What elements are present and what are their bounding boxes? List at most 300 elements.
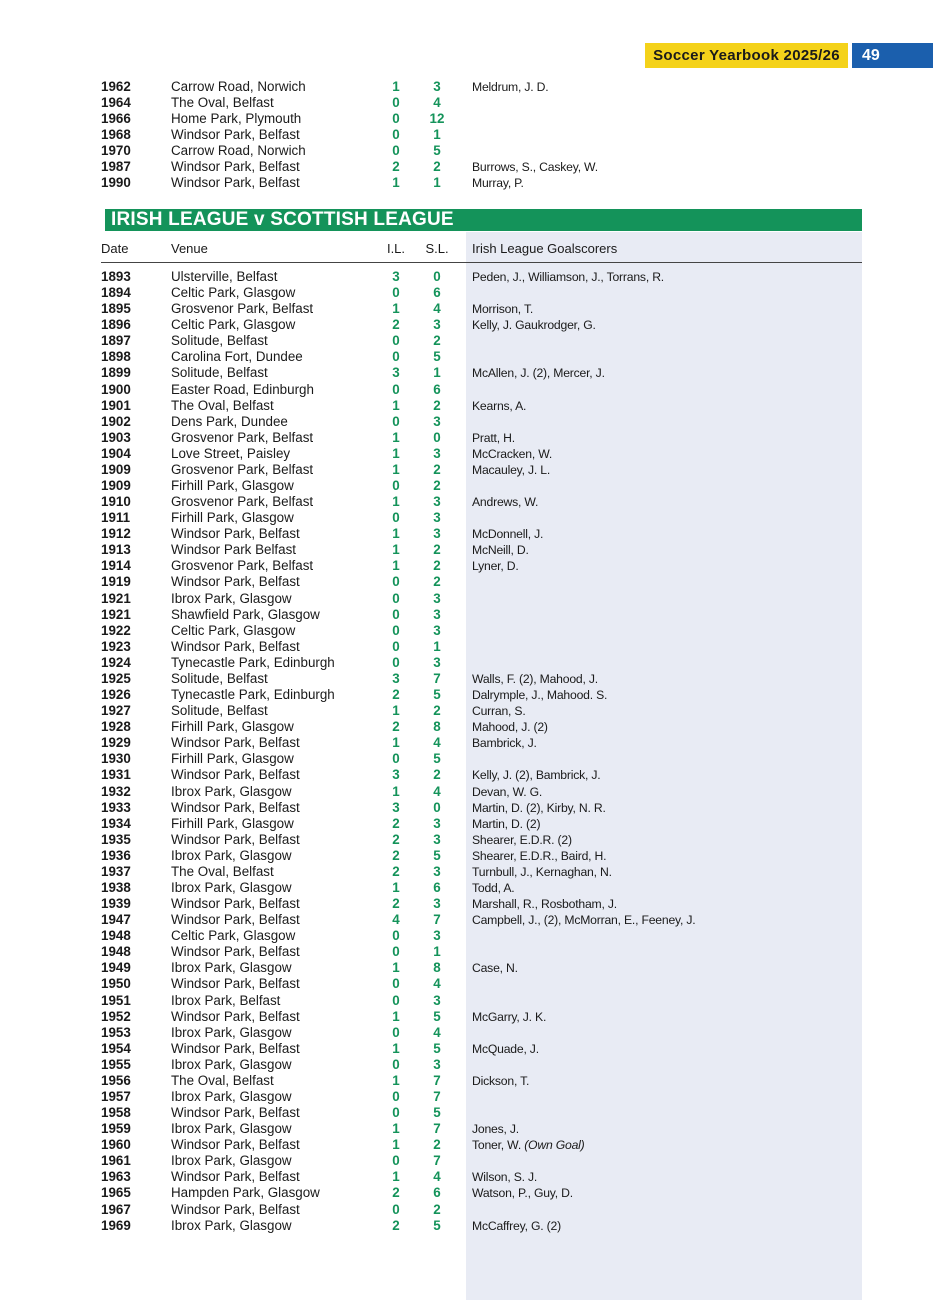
match-venue: Grosvenor Park, Belfast — [171, 429, 314, 445]
match-venue: Ibrox Park, Glasgow — [171, 1153, 292, 1169]
table-row — [0, 655, 933, 671]
match-venue: Grosvenor Park, Belfast — [171, 558, 314, 574]
scottish-league-score: 5 — [433, 687, 441, 703]
table-row — [0, 864, 933, 880]
scottish-league-score: 4 — [433, 95, 441, 111]
goalscorers: McDonnell, J. — [472, 527, 544, 542]
scottish-league-score: 6 — [433, 879, 441, 895]
scottish-league-score: 8 — [433, 960, 441, 976]
irish-league-score: 1 — [392, 79, 400, 94]
match-venue: Ibrox Park, Glasgow — [171, 1056, 292, 1072]
table-row — [0, 880, 933, 896]
goalscorers: Walls, F. (2), Mahood, J. — [472, 671, 598, 686]
match-year: 1954 — [101, 1040, 131, 1056]
goalscorers: Murray, P. — [472, 176, 524, 191]
scottish-league-score: 8 — [433, 719, 441, 735]
table-row — [0, 719, 933, 735]
match-venue: Grosvenor Park, Belfast — [171, 461, 314, 477]
table-row — [0, 111, 933, 127]
goalscorers: Wilson, S. J. — [472, 1170, 538, 1185]
irish-league-score: 0 — [392, 510, 400, 526]
table-row — [0, 333, 933, 349]
match-year: 1955 — [101, 1056, 131, 1072]
table-row — [0, 95, 933, 111]
irish-league-score: 2 — [392, 159, 400, 175]
match-venue: Ibrox Park, Glasgow — [171, 847, 292, 863]
irish-league-score: 0 — [392, 606, 400, 622]
table-row — [0, 1089, 933, 1105]
goalscorers: Macauley, J. L. — [472, 462, 551, 477]
irish-league-score: 1 — [392, 175, 400, 191]
goalscorers: McQuade, J. — [472, 1041, 539, 1056]
table-row — [0, 494, 933, 510]
match-venue: Celtic Park, Glasgow — [171, 317, 296, 333]
table-row — [0, 1202, 933, 1218]
match-year: 1970 — [101, 143, 131, 159]
table-row — [0, 671, 933, 687]
match-venue: Carolina Fort, Dundee — [171, 349, 303, 365]
match-year: 1909 — [101, 478, 131, 494]
irish-league-score: 1 — [392, 301, 400, 317]
match-year: 1911 — [101, 510, 131, 526]
match-year: 1947 — [101, 912, 131, 928]
irish-league-score: 0 — [392, 944, 400, 960]
table-row — [0, 558, 933, 574]
table-row — [0, 478, 933, 494]
match-year: 1928 — [101, 719, 131, 735]
match-venue: Hampden Park, Glasgow — [171, 1185, 320, 1201]
irish-league-score: 0 — [392, 1105, 400, 1121]
match-year: 1953 — [101, 1024, 131, 1040]
match-year: 1938 — [101, 879, 131, 895]
match-venue: Celtic Park, Glasgow — [171, 928, 296, 944]
irish-league-score: 1 — [392, 445, 400, 461]
irish-league-score: 0 — [392, 638, 400, 654]
yearbook-title: Soccer Yearbook 2025/26 — [645, 43, 848, 68]
goalscorers: Morrison, T. — [472, 302, 534, 317]
goalscorers: Burrows, S., Caskey, W. — [472, 160, 598, 175]
match-venue: Dens Park, Dundee — [171, 413, 288, 429]
scottish-league-score: 2 — [433, 1137, 441, 1153]
irish-league-score: 0 — [392, 992, 400, 1008]
match-venue: Windsor Park, Belfast — [171, 574, 300, 590]
match-venue: Ibrox Park, Glasgow — [171, 960, 292, 976]
table-row — [0, 1169, 933, 1185]
scottish-league-score: 4 — [433, 976, 441, 992]
match-year: 1950 — [101, 976, 131, 992]
scottish-league-score: 5 — [433, 847, 441, 863]
irish-league-score: 0 — [392, 590, 400, 606]
table-row — [0, 928, 933, 944]
match-venue: Ibrox Park, Glasgow — [171, 1217, 292, 1233]
irish-league-score: 1 — [392, 703, 400, 719]
irish-league-score: 4 — [392, 912, 400, 928]
goalscorers: Devan, W. G. — [472, 784, 543, 799]
scottish-league-score: 1 — [433, 944, 441, 960]
match-year: 1961 — [101, 1153, 131, 1169]
table-row — [0, 317, 933, 333]
irish-league-score: 0 — [392, 478, 400, 494]
irish-league-score: 0 — [392, 349, 400, 365]
irish-league-score: 0 — [392, 413, 400, 429]
goalscorers: Pratt, H. — [472, 430, 515, 445]
scottish-league-score: 2 — [433, 333, 441, 349]
scottish-league-score: 4 — [433, 735, 441, 751]
goalscorers: McGarry, J. K. — [472, 1009, 547, 1024]
match-venue: Windsor Park, Belfast — [171, 638, 300, 654]
match-year: 1909 — [101, 461, 131, 477]
table-row — [0, 816, 933, 832]
scottish-league-score: 5 — [433, 1217, 441, 1233]
table-row — [0, 1218, 933, 1234]
table-row — [0, 1153, 933, 1169]
goalscorers: Case, N. — [472, 961, 518, 976]
scottish-league-score: 3 — [433, 928, 441, 944]
match-venue: Tynecastle Park, Edinburgh — [171, 687, 335, 703]
match-venue: Windsor Park, Belfast — [171, 1169, 300, 1185]
scottish-league-score: 2 — [433, 478, 441, 494]
scottish-league-score: 12 — [429, 111, 445, 127]
scottish-league-score: 2 — [433, 159, 441, 175]
match-venue: Windsor Park, Belfast — [171, 799, 300, 815]
irish-league-score: 1 — [392, 879, 400, 895]
scottish-league-score: 3 — [433, 863, 441, 879]
irish-league-score: 0 — [392, 333, 400, 349]
irish-league-score: 0 — [392, 1201, 400, 1217]
table-row — [0, 944, 933, 960]
match-venue: Ibrox Park, Glasgow — [171, 1121, 292, 1137]
match-year: 1904 — [101, 445, 131, 461]
match-year: 1899 — [101, 365, 131, 381]
irish-league-score: 1 — [392, 429, 400, 445]
goalscorers: Shearer, E.D.R., Baird, H. — [472, 848, 607, 863]
irish-league-score: 3 — [392, 269, 400, 284]
table-row — [0, 960, 933, 976]
table-row — [0, 639, 933, 655]
scottish-league-score: 3 — [433, 896, 441, 912]
match-venue: Windsor Park, Belfast — [171, 1040, 300, 1056]
goalscorers: Meldrum, J. D. — [472, 80, 549, 94]
table-row — [0, 1185, 933, 1201]
match-venue: Tynecastle Park, Edinburgh — [171, 654, 335, 670]
table-row — [0, 703, 933, 719]
irish-league-score: 2 — [392, 1217, 400, 1233]
table-row — [0, 993, 933, 1009]
goalscorers: Marshall, R., Rosbotham, J. — [472, 897, 617, 912]
irish-league-score: 1 — [392, 1137, 400, 1153]
scottish-league-score: 1 — [433, 175, 441, 191]
goalscorers: Martin, D. (2) — [472, 816, 541, 831]
goalscorers: Jones, J. — [472, 1122, 519, 1137]
match-venue: Love Street, Paisley — [171, 445, 291, 461]
scottish-league-score: 5 — [433, 1008, 441, 1024]
scottish-league-score: 4 — [433, 783, 441, 799]
irish-league-score: 0 — [392, 1024, 400, 1040]
goalscorers: Peden, J., Williamson, J., Torrans, R. — [472, 270, 664, 284]
goalscorers: Martin, D. (2), Kirby, N. R. — [472, 800, 606, 815]
match-venue: Home Park, Plymouth — [171, 111, 302, 127]
match-year: 1968 — [101, 127, 131, 143]
match-venue: Celtic Park, Glasgow — [171, 622, 296, 638]
match-year: 1933 — [101, 799, 131, 815]
scottish-league-score: 3 — [433, 413, 441, 429]
match-year: 1921 — [101, 590, 131, 606]
match-year: 1939 — [101, 896, 131, 912]
scottish-league-score: 1 — [433, 365, 441, 381]
match-year: 1964 — [101, 95, 131, 111]
scottish-league-score: 3 — [433, 992, 441, 1008]
match-year: 1932 — [101, 783, 131, 799]
table-row — [0, 591, 933, 607]
match-venue: Ibrox Park, Glasgow — [171, 1088, 292, 1104]
match-venue: Ibrox Park, Glasgow — [171, 783, 292, 799]
table-row — [0, 896, 933, 912]
scottish-league-score: 3 — [433, 317, 441, 333]
match-venue: The Oval, Belfast — [171, 397, 274, 413]
goalscorers: Kelly, J. Gaukrodger, G. — [472, 318, 596, 333]
table-row — [0, 269, 933, 285]
irish-league-score: 0 — [392, 127, 400, 143]
match-venue: Solitude, Belfast — [171, 333, 268, 349]
scottish-league-score: 6 — [433, 381, 441, 397]
match-venue: Grosvenor Park, Belfast — [171, 301, 314, 317]
goalscorers: Todd, A. — [472, 880, 515, 895]
match-year: 1914 — [101, 558, 131, 574]
match-venue: The Oval, Belfast — [171, 863, 274, 879]
irish-league-score: 0 — [392, 143, 400, 159]
match-venue: Firhill Park, Glasgow — [171, 478, 294, 494]
irish-league-score: 3 — [392, 799, 400, 815]
scottish-league-score: 2 — [433, 397, 441, 413]
scottish-league-score: 3 — [433, 79, 441, 94]
irish-league-score: 2 — [392, 831, 400, 847]
irish-league-score: 0 — [392, 111, 400, 127]
match-venue: Windsor Park, Belfast — [171, 159, 300, 175]
irish-league-score: 1 — [392, 461, 400, 477]
goalscorers: Dalrymple, J., Mahood. S. — [472, 688, 608, 703]
irish-league-score: 2 — [392, 1185, 400, 1201]
scottish-league-score: 2 — [433, 703, 441, 719]
match-year: 1923 — [101, 638, 131, 654]
irish-league-score: 0 — [392, 1056, 400, 1072]
match-venue: Firhill Park, Glasgow — [171, 719, 294, 735]
table-row — [0, 1057, 933, 1073]
table-row — [0, 301, 933, 317]
match-year: 1900 — [101, 381, 131, 397]
match-venue: The Oval, Belfast — [171, 1072, 274, 1088]
irish-league-score: 1 — [392, 397, 400, 413]
match-year: 1951 — [101, 992, 131, 1008]
goalscorers: Campbell, J., (2), McMorran, E., Feeney, J. — [472, 913, 696, 928]
match-year: 1925 — [101, 670, 131, 686]
match-year: 1956 — [101, 1072, 131, 1088]
table-row — [0, 542, 933, 558]
scottish-league-score: 3 — [433, 590, 441, 606]
match-year: 1963 — [101, 1169, 131, 1185]
table-row — [0, 607, 933, 623]
match-year: 1962 — [101, 79, 131, 94]
match-venue: Windsor Park, Belfast — [171, 175, 300, 191]
scottish-league-score: 5 — [433, 1105, 441, 1121]
match-year: 1895 — [101, 301, 131, 317]
scottish-league-score: 5 — [433, 751, 441, 767]
irish-league-score: 1 — [392, 494, 400, 510]
irish-league-score: 2 — [392, 815, 400, 831]
irish-league-score: 1 — [392, 1040, 400, 1056]
match-year: 1926 — [101, 687, 131, 703]
table-row — [0, 398, 933, 414]
table-row — [0, 1041, 933, 1057]
table-row — [0, 349, 933, 365]
match-venue: Solitude, Belfast — [171, 670, 268, 686]
goalscorers: Toner, W. (Own Goal) — [472, 1138, 585, 1153]
own-goal-note: (Own Goal) — [524, 1138, 585, 1153]
table-row — [0, 912, 933, 928]
match-year: 1965 — [101, 1185, 131, 1201]
irish-league-score: 3 — [392, 767, 400, 783]
goalscorers: Mahood, J. (2) — [472, 720, 548, 735]
match-year: 1952 — [101, 1008, 131, 1024]
scottish-league-score: 2 — [433, 558, 441, 574]
match-year: 1902 — [101, 413, 131, 429]
scottish-league-score: 2 — [433, 461, 441, 477]
scottish-league-score: 2 — [433, 1201, 441, 1217]
scottish-league-score: 3 — [433, 445, 441, 461]
table-row — [0, 127, 933, 143]
match-year: 1919 — [101, 574, 131, 590]
scottish-league-score: 3 — [433, 622, 441, 638]
goalscorers: McCracken, W. — [472, 446, 553, 461]
match-year: 1894 — [101, 285, 131, 301]
irish-league-score: 2 — [392, 863, 400, 879]
goalscorers: McCaffrey, G. (2) — [472, 1218, 561, 1233]
table-row — [0, 430, 933, 446]
scottish-league-score: 0 — [433, 429, 441, 445]
match-year: 1929 — [101, 735, 131, 751]
match-year: 1897 — [101, 333, 131, 349]
match-year: 1893 — [101, 269, 131, 284]
table-row — [0, 687, 933, 703]
match-venue: Carrow Road, Norwich — [171, 143, 306, 159]
match-year: 1910 — [101, 494, 131, 510]
header-irish-league: I.L. — [386, 241, 406, 256]
table-row — [0, 446, 933, 462]
match-venue: Ulsterville, Belfast — [171, 269, 278, 284]
table-row — [0, 751, 933, 767]
irish-league-score: 1 — [392, 526, 400, 542]
irish-league-score: 1 — [392, 542, 400, 558]
scottish-league-score: 3 — [433, 606, 441, 622]
match-year: 1924 — [101, 654, 131, 670]
table-row — [0, 735, 933, 751]
scottish-league-score: 5 — [433, 143, 441, 159]
match-venue: Windsor Park Belfast — [171, 542, 297, 558]
match-venue: Ibrox Park, Glasgow — [171, 1024, 292, 1040]
match-venue: Windsor Park, Belfast — [171, 526, 300, 542]
scottish-league-score: 7 — [433, 1088, 441, 1104]
scottish-league-score: 7 — [433, 1072, 441, 1088]
match-venue: Windsor Park, Belfast — [171, 912, 300, 928]
goalscorers: Watson, P., Guy, D. — [472, 1186, 573, 1201]
scottish-league-score: 0 — [433, 799, 441, 815]
match-year: 1901 — [101, 397, 131, 413]
match-venue: Firhill Park, Glasgow — [171, 815, 294, 831]
irish-league-score: 0 — [392, 1153, 400, 1169]
match-year: 1967 — [101, 1201, 131, 1217]
scottish-league-score: 3 — [433, 1056, 441, 1072]
match-venue: Windsor Park, Belfast — [171, 896, 300, 912]
table-row — [0, 79, 933, 95]
match-venue: Windsor Park, Belfast — [171, 127, 300, 143]
match-venue: Windsor Park, Belfast — [171, 735, 300, 751]
scottish-league-score: 5 — [433, 349, 441, 365]
match-year: 1934 — [101, 815, 131, 831]
table-row — [0, 1025, 933, 1041]
table-row — [0, 623, 933, 639]
match-year: 1898 — [101, 349, 131, 365]
match-venue: Firhill Park, Glasgow — [171, 751, 294, 767]
table-row — [0, 1009, 933, 1025]
irish-league-score: 1 — [392, 1008, 400, 1024]
match-year: 1948 — [101, 928, 131, 944]
match-year: 1987 — [101, 159, 131, 175]
match-year: 1958 — [101, 1105, 131, 1121]
table-row — [0, 784, 933, 800]
match-venue: Solitude, Belfast — [171, 365, 268, 381]
goalscorers: McNeill, D. — [472, 543, 529, 558]
irish-league-score: 0 — [392, 381, 400, 397]
irish-league-score: 0 — [392, 95, 400, 111]
match-venue: Solitude, Belfast — [171, 703, 268, 719]
match-venue: Ibrox Park, Belfast — [171, 992, 281, 1008]
match-venue: Windsor Park, Belfast — [171, 1137, 300, 1153]
match-venue: Celtic Park, Glasgow — [171, 285, 296, 301]
scottish-league-score: 2 — [433, 542, 441, 558]
match-year: 1931 — [101, 767, 131, 783]
results-table — [0, 269, 933, 1234]
irish-league-score: 3 — [392, 365, 400, 381]
table-row — [0, 1137, 933, 1153]
irish-league-score: 1 — [392, 1169, 400, 1185]
section-title: IRISH LEAGUE v SCOTTISH LEAGUE — [101, 209, 862, 231]
match-venue: Windsor Park, Belfast — [171, 976, 300, 992]
header-goalscorers: Irish League Goalscorers — [472, 241, 618, 256]
table-row — [0, 143, 933, 159]
header-rule — [101, 262, 862, 263]
table-row — [0, 414, 933, 430]
irish-league-score: 2 — [392, 847, 400, 863]
table-row — [0, 365, 933, 381]
match-venue: The Oval, Belfast — [171, 95, 274, 111]
match-venue: Grosvenor Park, Belfast — [171, 494, 314, 510]
goalscorers: McAllen, J. (2), Mercer, J. — [472, 366, 605, 381]
page-header — [645, 43, 933, 68]
match-venue: Windsor Park, Belfast — [171, 944, 300, 960]
irish-league-score: 1 — [392, 558, 400, 574]
match-venue: Ibrox Park, Glasgow — [171, 590, 292, 606]
goalscorers: Shearer, E.D.R. (2) — [472, 832, 572, 847]
irish-league-score: 1 — [392, 783, 400, 799]
table-row — [0, 175, 933, 191]
irish-league-score: 0 — [392, 976, 400, 992]
match-year: 1960 — [101, 1137, 131, 1153]
irish-league-score: 0 — [392, 622, 400, 638]
irish-league-score: 0 — [392, 574, 400, 590]
scottish-league-score: 1 — [433, 638, 441, 654]
irish-league-score: 3 — [392, 670, 400, 686]
match-venue: Windsor Park, Belfast — [171, 1105, 300, 1121]
match-year: 1913 — [101, 542, 131, 558]
